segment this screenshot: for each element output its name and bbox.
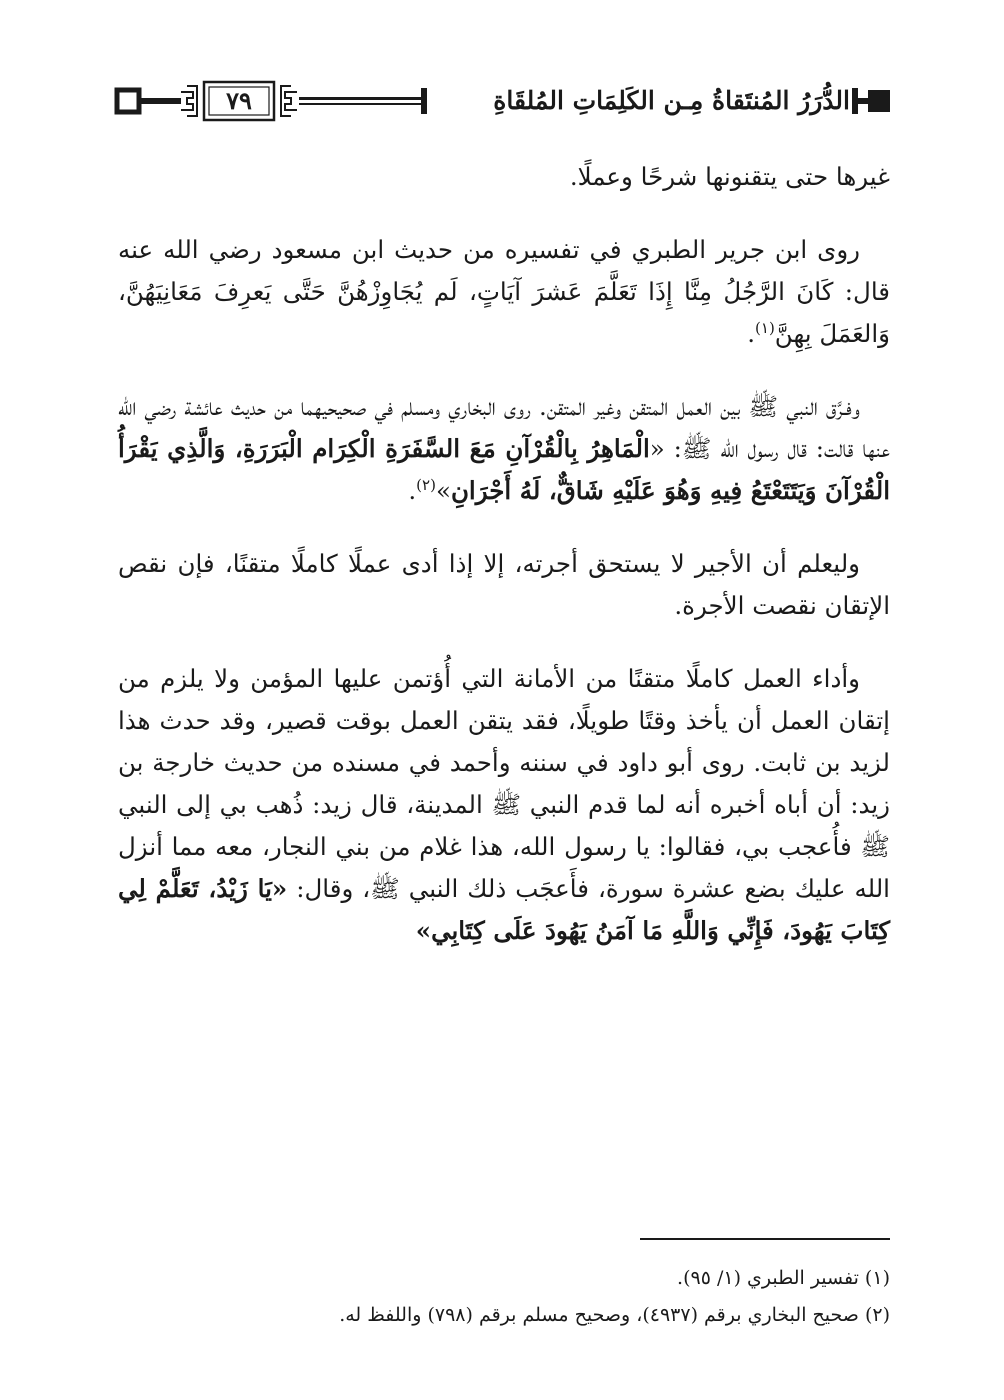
paragraph-3-end: .	[408, 476, 417, 505]
paragraph-2-text: روى ابن جرير الطبري في تفسيره من حديث ابن مسعود رضي الله عنه قال: كَانَ الرَّجُلُ مِنَّا إِذَا تَعَلَّمَ عَشرَ آيَاتٍ، لَم يُجَاوِزْهُنَّ حَتَّى يَعرِفَ مَعَانِيَهُنَّ، وَالعَمَلَ بِهِنَّ	[118, 235, 890, 348]
footnote-divider	[640, 1238, 890, 1240]
paragraph-3-close: »	[435, 476, 451, 505]
footnotes	[118, 1260, 890, 1334]
book-title: الدُّرَرُ المُنتَقاةُ مِـن الكَلِمَاتِ المُلقَاةِ	[493, 86, 850, 115]
paragraph-5-text: وأداء العمل كاملًا متقنًا من الأمانة التي أُؤتمن عليها المؤمن ولا يلزم من إتقان العمل أن يأخذ وقتًا طويلًا، فقد يتقن العمل بوقت قصير، وقد حدث هذا لزيد بن ثابت. روى أبو داود في سننه وأحمد في مسنده من حديث خارجة بن زيد: أن أباه أخبره أنه لما قدم النبي ﷺ المدينة، قال زيد: ذُهب بي إلى النبي ﷺ فأُعجب بي، فقالوا: يا رسول الله، هذا غلام من بني النجار، معه مما أنزل الله عليك بضع عشرة سورة، فأَعجَب ذلك النبي ﷺ، وقال:	[118, 664, 890, 903]
paragraph-1: غيرها حتى يتقنونها شرحًا وعملًا.	[569, 162, 890, 191]
footnote-ref-2[interactable]: (٢)	[416, 475, 436, 494]
page-header	[114, 78, 892, 124]
paragraph-2-end: .	[747, 319, 756, 348]
main-text	[118, 156, 890, 952]
footnote-2: (٢) صحيح البخاري برقم (٤٩٣٧)، وصحيح مسلم برقم (٧٩٨) واللفظ له.	[339, 1304, 890, 1326]
paragraph-2	[118, 229, 890, 355]
footnote-ref-1[interactable]: (١)	[755, 318, 775, 337]
hadith-quote-2: «يَا زَيْدُ، تَعَلَّمْ لِي كِتَابَ يَهُودَ، فَإِنِّي وَاللَّهِ مَا آمَنُ يَهُودَ عَلَى كِتَابِي»	[118, 874, 890, 945]
page-number: ٧٩	[226, 86, 252, 115]
footnote-1: (١) تفسير الطبري (١/ ٩٥).	[677, 1267, 890, 1289]
paragraph-3-intro: وفـرَّق النبي ﷺ بين العمل المتقن وغير المتقن. روى البخاري ومسلم في صحيحيهما من حديث عائشة رضي الله عنها قالت: قال رسول الله ﷺ: «	[118, 392, 890, 463]
paragraph-4: وليعلم أن الأجير لا يستحق أجرته، إلا إذا أدى عملًا كاملًا متقنًا، فإن نقص الإتقان نقصت الأجرة.	[118, 549, 890, 620]
hadith-quote-1: الْمَاهِرُ بِالْقُرْآنِ مَعَ السَّفَرَةِ الْكِرَام الْبَرَرَةِ، وَالَّذِي يَقْرَأُ الْقُرْآنَ وَيَتَتَعْتَعُ فِيهِ وَهُوَ عَلَيْهِ شَاقٌّ، لَهُ أَجْرَانِ	[118, 434, 890, 505]
paragraph-5	[118, 658, 890, 952]
paragraph-3	[118, 386, 890, 512]
